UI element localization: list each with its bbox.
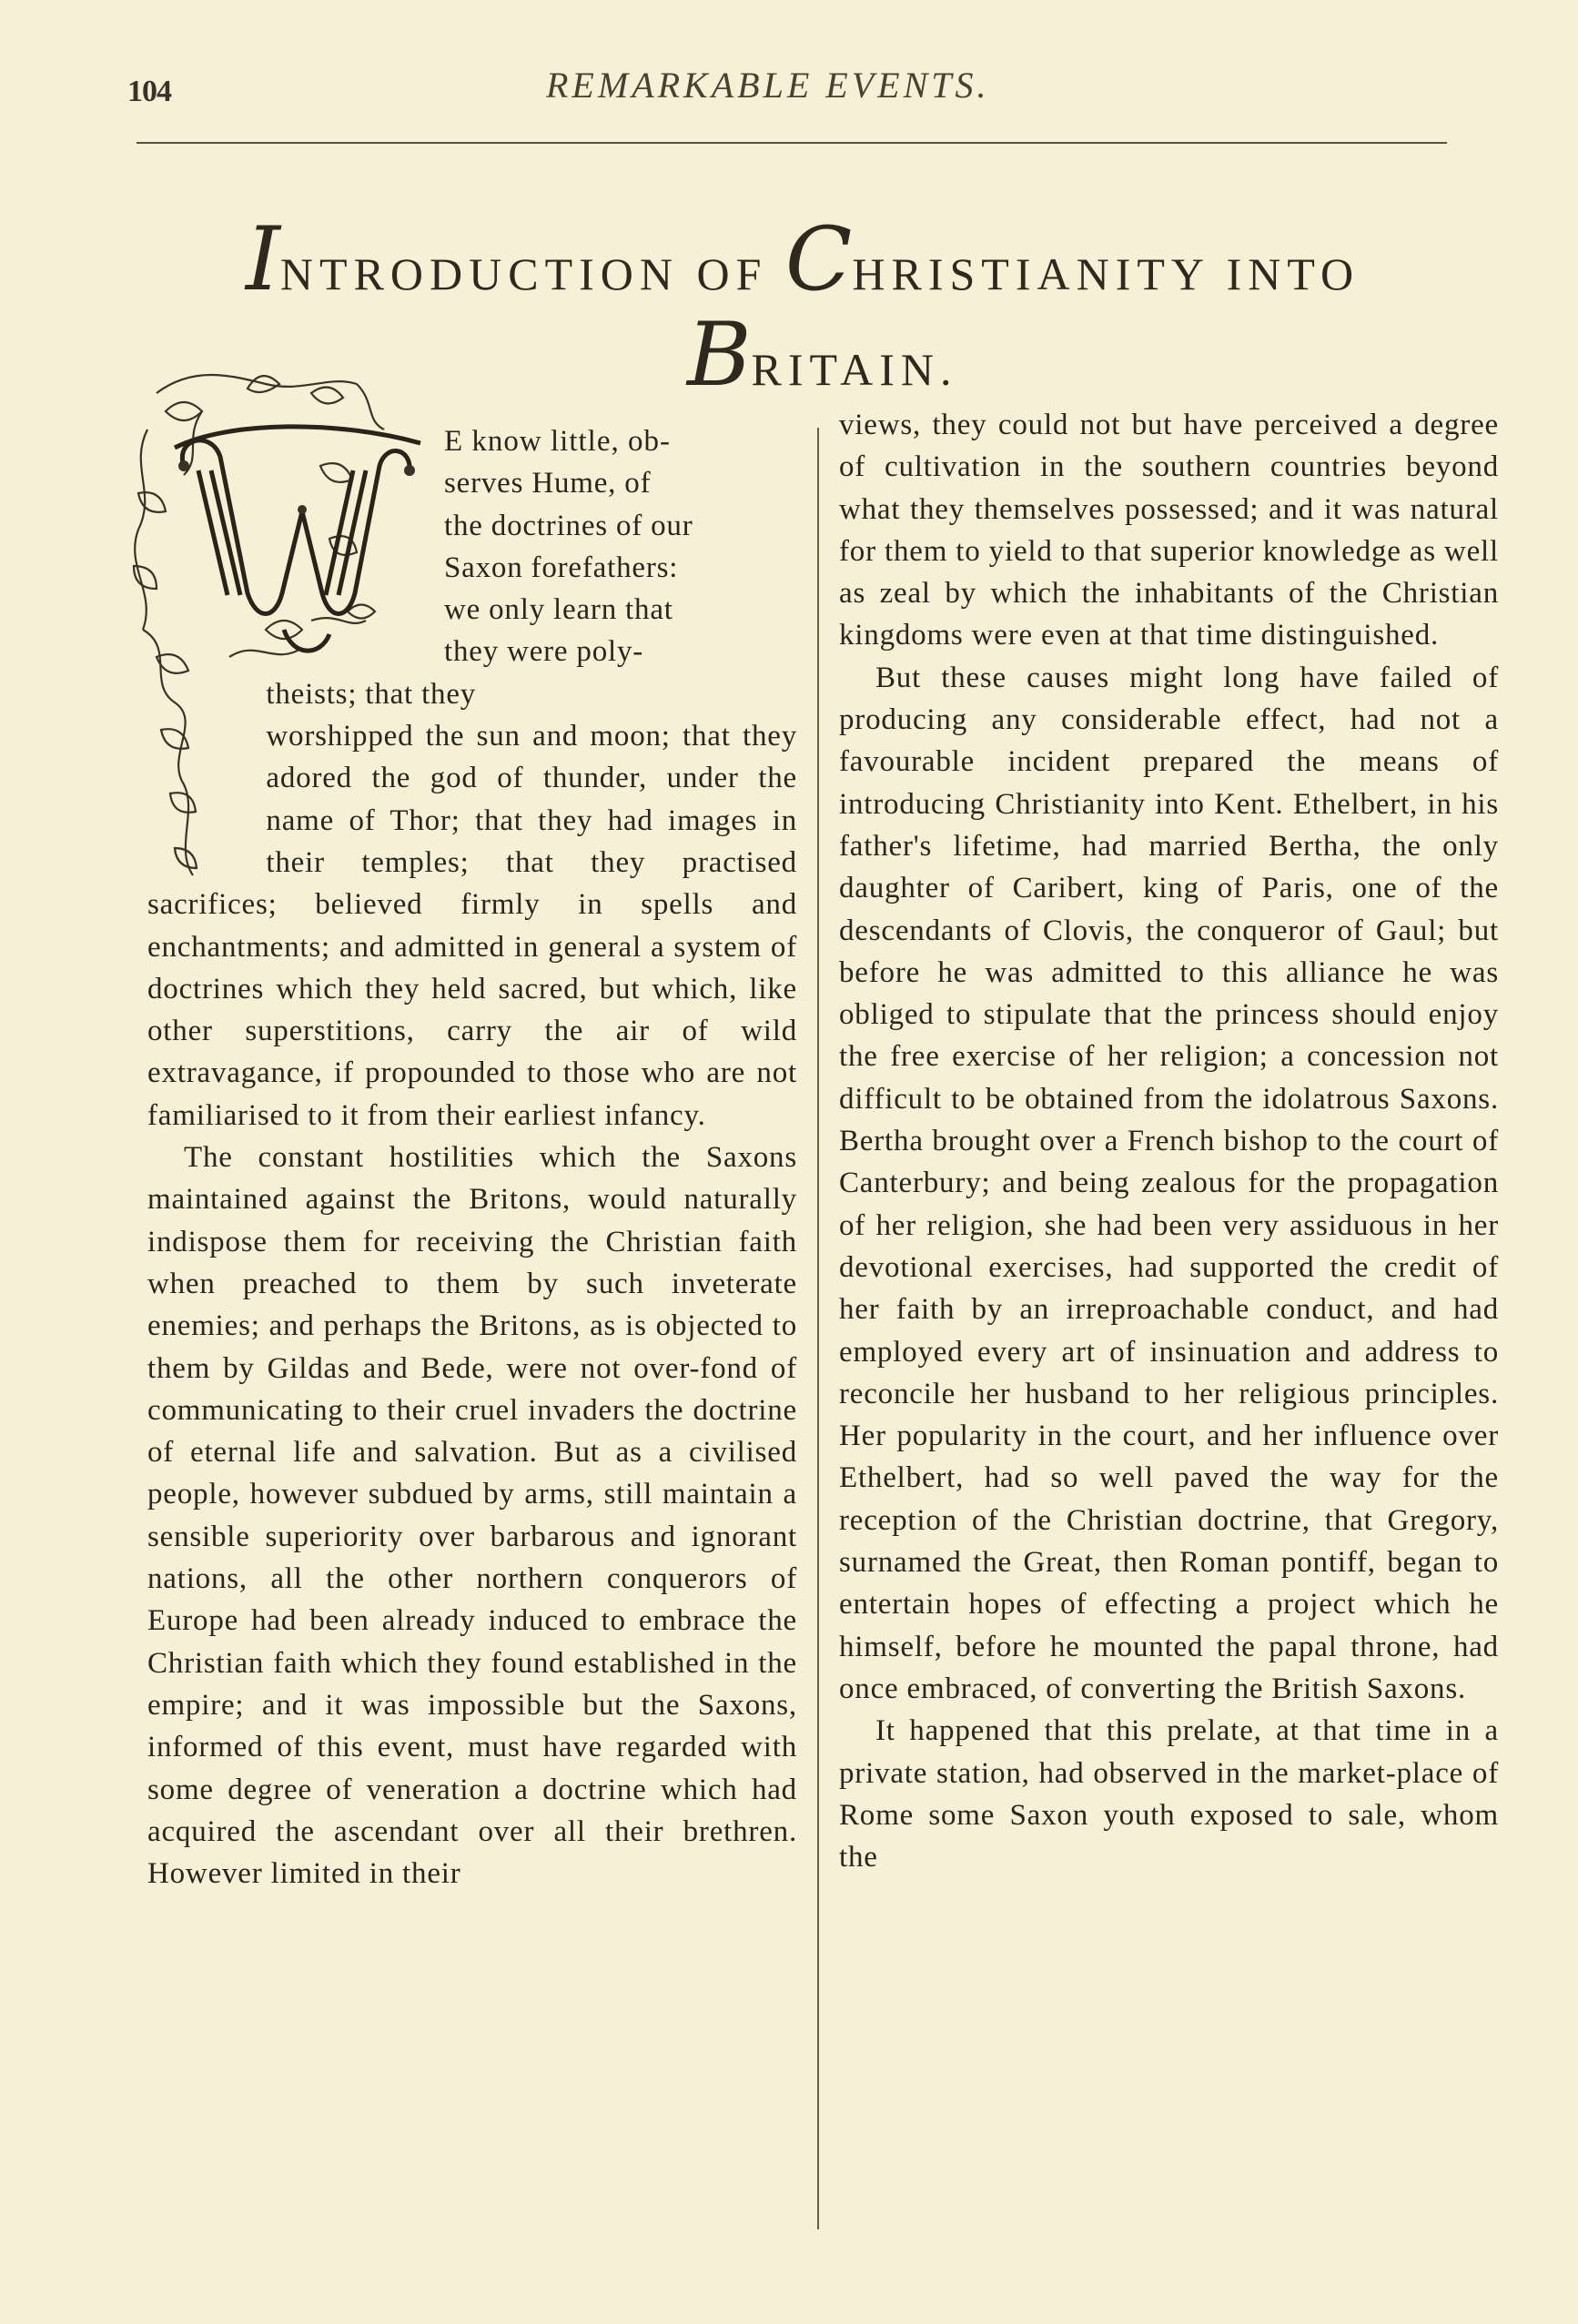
paragraph-1-body: worshipped the sun and moon; that they adored the god of thunder, under the name of Thor; that they had images in their temples; that they practised sacrifices; believed firmly in spells and enchantments; and admitted in general a system of doctrines which they held sacred, but which, like other superstitions, carry the air of wild extravagance, if propounded to those who are not familiarised to it from their earliest infancy. xyxy=(147,720,797,1132)
opening-line-2: serves Hume, of xyxy=(444,467,652,500)
opening-line-6: they were poly- xyxy=(444,635,644,669)
opening-line-4: Saxon forefathers: xyxy=(444,551,679,584)
title-word-introduction: NTRODUCTION OF xyxy=(279,248,785,299)
left-column xyxy=(147,420,797,1895)
opening-line-5: we only learn that xyxy=(444,593,673,627)
title-line-2 xyxy=(687,305,957,419)
paragraph-4: But these causes might long have failed of producing any considerable effect, had not a favourable incident prepared the means of introducing Christianity into Kent. Ethelbert, in his father's lifetime, had married Bertha, the only daughter of Caribert, king of Paris, one of the descendants of Clovis, the conqueror of Gaul; but before he was admitted to this alliance he was obliged to stipulate that the princess should enjoy the free exercise of her religion; a concession not difficult to be obtained from the idolatrous Saxons. Bertha brought over a French bishop to the court of Canterbury; and being zealous for the propagation of her religion, she had been very assiduous in her devotional exercises, had supported the credit of her faith by an irreproachable conduct, and had employed every art of insinuation and address to reconcile her husband to her religious principles. Her popularity in the court, and her influence over Ethelbert, had so well paved the way for the reception of the Christian doctrine, that Gregory, surnamed the Great, then Roman pontiff, began to entertain hopes of effecting a project which he himself, before he mounted the papal throne, had once embraced, of converting the British Saxons. xyxy=(839,661,1499,1705)
page-number: 104 xyxy=(127,75,171,108)
title-initial-b: B xyxy=(687,304,752,406)
title-word-britain: RITAIN. xyxy=(751,344,958,395)
opening-line: E know little, ob- xyxy=(444,425,671,458)
right-column xyxy=(839,404,1499,1878)
title-initial-c: C xyxy=(784,208,853,310)
header-rule xyxy=(137,142,1447,144)
paragraph-5: It happened that this prelate, at that time in a private station, had observed in the market-place of Rome some Saxon youth exposed to sale, whom the xyxy=(839,1714,1499,1874)
running-header: REMARKABLE EVENTS. xyxy=(546,65,990,106)
column-divider xyxy=(817,428,819,2229)
title-word-christianity: HRISTIANITY INTO xyxy=(852,248,1361,299)
opening-line-7: theists; that they xyxy=(266,677,477,711)
paragraph-2: The constant hostilities which the Saxons maintained against the Britons, would naturally indispose them for receiving the Christian faith when preached to them by such inveterate enemies; and perhaps the Britons, as is objected to them by Gildas and Bede, were not over-fond of communicating to their cruel invaders the doctrine of eternal life and salvation. But as a civilised people, however subdued by arms, still maintain a sensible superiority over barbarous and ignorant nations, all the other northern conquerors of Europe had been already induced to embrace the Christian faith which they found established in the empire; and it was impossible but the Saxons, informed of this event, must have regarded with some degree of veneration a doctrine which had acquired the ascendant over all their brethren. However limited in their xyxy=(147,1141,797,1891)
title-initial-i: I xyxy=(246,208,280,310)
paragraph-3: views, they could not but have perceived a degree of cultivation in the southern countries beyond what they themselves possessed; and it was natural for them to yield to that superior knowledge as well as zeal by which the inhabitants of the Christian kingdoms were even at that time distinguished. xyxy=(839,409,1499,652)
opening-line-3: the doctrines of our xyxy=(444,509,693,542)
